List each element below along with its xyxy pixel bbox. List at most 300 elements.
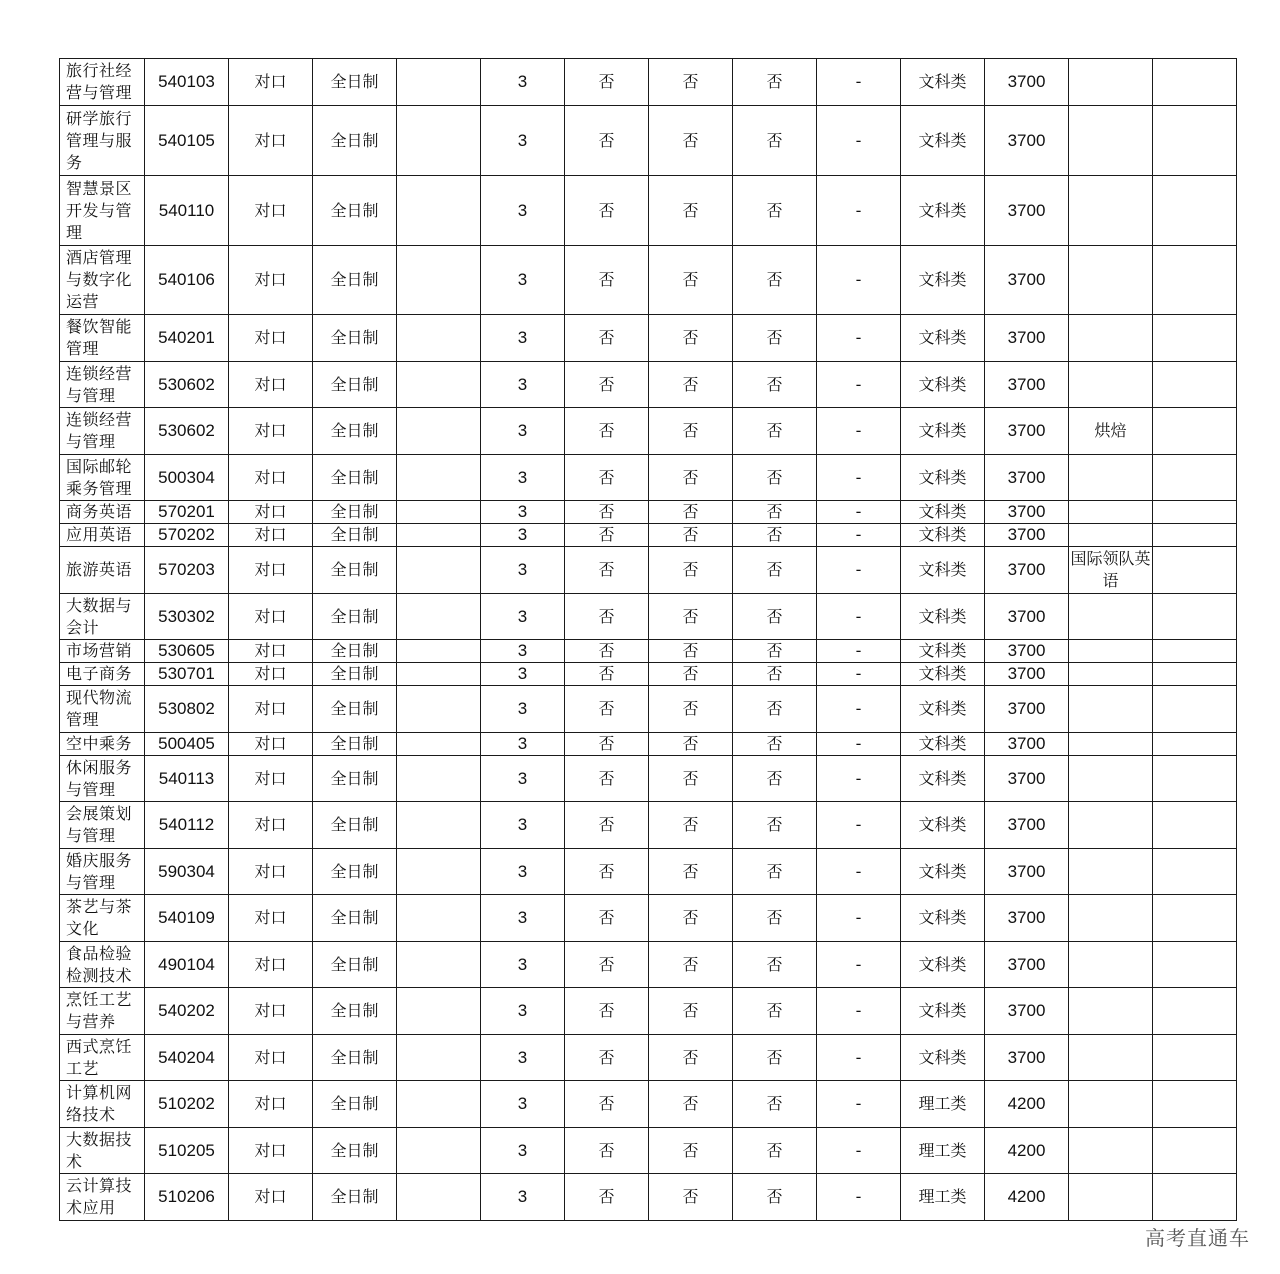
study-form-cell: 全日制	[313, 547, 397, 594]
blank-cell	[1153, 176, 1237, 246]
category-cell: 文科类	[901, 733, 985, 756]
note-cell	[1069, 176, 1153, 246]
years-cell: 3	[481, 408, 565, 455]
fee-cell: 3700	[985, 524, 1069, 547]
blank-cell	[397, 988, 481, 1035]
years-cell: 3	[481, 246, 565, 315]
enroll-type-cell: 对口	[229, 756, 313, 802]
fee-cell: 3700	[985, 640, 1069, 663]
note-cell	[1069, 756, 1153, 802]
flag-cell: 否	[565, 59, 649, 106]
flag-cell: 否	[649, 640, 733, 663]
category-cell: 文科类	[901, 942, 985, 988]
fee-cell: 3700	[985, 895, 1069, 942]
blank-cell	[397, 455, 481, 501]
table-row	[60, 594, 1237, 640]
major-code-cell: 530701	[145, 663, 229, 686]
table-row	[60, 59, 1237, 106]
major-name-cell: 研学旅行管理与服务	[60, 106, 145, 176]
note-cell	[1069, 686, 1153, 733]
flag-cell: 否	[649, 501, 733, 524]
blank-cell	[397, 1174, 481, 1221]
flag-cell: 否	[733, 315, 817, 362]
study-form-cell: 全日制	[313, 524, 397, 547]
major-name-cell: 连锁经营与管理	[60, 362, 145, 408]
blank-cell	[397, 756, 481, 802]
table-row	[60, 733, 1237, 756]
blank-cell	[397, 362, 481, 408]
study-form-cell: 全日制	[313, 895, 397, 942]
table-row	[60, 895, 1237, 942]
dash-cell: -	[817, 1174, 901, 1221]
blank-cell	[1153, 802, 1237, 849]
dash-cell: -	[817, 106, 901, 176]
blank-cell	[1153, 455, 1237, 501]
category-cell: 文科类	[901, 547, 985, 594]
blank-cell	[1153, 1174, 1237, 1221]
flag-cell: 否	[733, 849, 817, 895]
years-cell: 3	[481, 315, 565, 362]
study-form-cell: 全日制	[313, 59, 397, 106]
years-cell: 3	[481, 1081, 565, 1128]
fee-cell: 3700	[985, 501, 1069, 524]
major-name-cell: 大数据与会计	[60, 594, 145, 640]
blank-cell	[1153, 524, 1237, 547]
major-name-cell: 食品检验检测技术	[60, 942, 145, 988]
blank-cell	[1153, 756, 1237, 802]
note-cell	[1069, 246, 1153, 315]
table-row	[60, 942, 1237, 988]
flag-cell: 否	[565, 594, 649, 640]
major-code-cell: 530602	[145, 408, 229, 455]
flag-cell: 否	[649, 408, 733, 455]
flag-cell: 否	[733, 663, 817, 686]
enroll-type-cell: 对口	[229, 942, 313, 988]
study-form-cell: 全日制	[313, 849, 397, 895]
flag-cell: 否	[565, 524, 649, 547]
flag-cell: 否	[733, 176, 817, 246]
enroll-type-cell: 对口	[229, 501, 313, 524]
table-row	[60, 1128, 1237, 1174]
category-cell: 文科类	[901, 756, 985, 802]
major-code-cell: 540204	[145, 1035, 229, 1081]
flag-cell: 否	[565, 1035, 649, 1081]
years-cell: 3	[481, 547, 565, 594]
blank-cell	[1153, 1081, 1237, 1128]
category-cell: 文科类	[901, 849, 985, 895]
note-cell	[1069, 640, 1153, 663]
table-row	[60, 246, 1237, 315]
fee-cell: 3700	[985, 686, 1069, 733]
flag-cell: 否	[565, 106, 649, 176]
flag-cell: 否	[565, 733, 649, 756]
category-cell: 文科类	[901, 686, 985, 733]
blank-cell	[1153, 59, 1237, 106]
fee-cell: 3700	[985, 733, 1069, 756]
table-row	[60, 640, 1237, 663]
blank-cell	[397, 176, 481, 246]
dash-cell: -	[817, 315, 901, 362]
blank-cell	[1153, 1035, 1237, 1081]
major-table	[59, 58, 1237, 1221]
major-code-cell: 530302	[145, 594, 229, 640]
dash-cell: -	[817, 895, 901, 942]
study-form-cell: 全日制	[313, 501, 397, 524]
flag-cell: 否	[565, 1128, 649, 1174]
fee-cell: 3700	[985, 1035, 1069, 1081]
blank-cell	[1153, 246, 1237, 315]
note-cell	[1069, 1081, 1153, 1128]
enroll-type-cell: 对口	[229, 524, 313, 547]
table-row	[60, 988, 1237, 1035]
enroll-type-cell: 对口	[229, 1174, 313, 1221]
major-name-cell: 婚庆服务与管理	[60, 849, 145, 895]
blank-cell	[397, 1081, 481, 1128]
years-cell: 3	[481, 895, 565, 942]
study-form-cell: 全日制	[313, 315, 397, 362]
flag-cell: 否	[565, 942, 649, 988]
fee-cell: 3700	[985, 59, 1069, 106]
study-form-cell: 全日制	[313, 802, 397, 849]
major-name-cell: 酒店管理与数字化运营	[60, 246, 145, 315]
major-name-cell: 应用英语	[60, 524, 145, 547]
blank-cell	[1153, 1128, 1237, 1174]
study-form-cell: 全日制	[313, 246, 397, 315]
years-cell: 3	[481, 362, 565, 408]
years-cell: 3	[481, 849, 565, 895]
table-row	[60, 1081, 1237, 1128]
category-cell: 文科类	[901, 524, 985, 547]
flag-cell: 否	[733, 756, 817, 802]
fee-cell: 3700	[985, 106, 1069, 176]
category-cell: 文科类	[901, 663, 985, 686]
table-row	[60, 106, 1237, 176]
category-cell: 文科类	[901, 895, 985, 942]
enroll-type-cell: 对口	[229, 547, 313, 594]
flag-cell: 否	[649, 849, 733, 895]
table-row	[60, 756, 1237, 802]
major-name-cell: 云计算技术应用	[60, 1174, 145, 1221]
flag-cell: 否	[649, 594, 733, 640]
enroll-type-cell: 对口	[229, 59, 313, 106]
major-name-cell: 市场营销	[60, 640, 145, 663]
table-row	[60, 849, 1237, 895]
category-cell: 文科类	[901, 501, 985, 524]
major-code-cell: 510202	[145, 1081, 229, 1128]
enroll-type-cell: 对口	[229, 176, 313, 246]
blank-cell	[397, 895, 481, 942]
blank-cell	[397, 106, 481, 176]
flag-cell: 否	[565, 315, 649, 362]
flag-cell: 否	[565, 547, 649, 594]
dash-cell: -	[817, 1128, 901, 1174]
enroll-type-cell: 对口	[229, 802, 313, 849]
flag-cell: 否	[565, 408, 649, 455]
study-form-cell: 全日制	[313, 640, 397, 663]
category-cell: 文科类	[901, 106, 985, 176]
table-row	[60, 455, 1237, 501]
major-code-cell: 540110	[145, 176, 229, 246]
dash-cell: -	[817, 594, 901, 640]
dash-cell: -	[817, 246, 901, 315]
major-name-cell: 国际邮轮乘务管理	[60, 455, 145, 501]
major-code-cell: 540202	[145, 988, 229, 1035]
years-cell: 3	[481, 1174, 565, 1221]
note-cell	[1069, 1174, 1153, 1221]
note-cell	[1069, 594, 1153, 640]
fee-cell: 3700	[985, 663, 1069, 686]
flag-cell: 否	[649, 686, 733, 733]
blank-cell	[397, 733, 481, 756]
major-name-cell: 餐饮智能管理	[60, 315, 145, 362]
blank-cell	[1153, 942, 1237, 988]
flag-cell: 否	[649, 1035, 733, 1081]
category-cell: 文科类	[901, 1035, 985, 1081]
major-code-cell: 540201	[145, 315, 229, 362]
note-cell: 国际领队英语	[1069, 547, 1153, 594]
flag-cell: 否	[649, 988, 733, 1035]
enroll-type-cell: 对口	[229, 988, 313, 1035]
major-code-cell: 570203	[145, 547, 229, 594]
note-cell	[1069, 802, 1153, 849]
flag-cell: 否	[733, 1035, 817, 1081]
major-name-cell: 空中乘务	[60, 733, 145, 756]
category-cell: 理工类	[901, 1174, 985, 1221]
fee-cell: 3700	[985, 408, 1069, 455]
flag-cell: 否	[649, 59, 733, 106]
flag-cell: 否	[565, 501, 649, 524]
fee-cell: 3700	[985, 362, 1069, 408]
fee-cell: 4200	[985, 1081, 1069, 1128]
note-cell	[1069, 1035, 1153, 1081]
major-code-cell: 530605	[145, 640, 229, 663]
enroll-type-cell: 对口	[229, 1081, 313, 1128]
table-row	[60, 524, 1237, 547]
blank-cell	[1153, 895, 1237, 942]
flag-cell: 否	[733, 106, 817, 176]
blank-cell	[1153, 988, 1237, 1035]
blank-cell	[397, 849, 481, 895]
years-cell: 3	[481, 686, 565, 733]
flag-cell: 否	[565, 988, 649, 1035]
major-name-cell: 休闲服务与管理	[60, 756, 145, 802]
table-row	[60, 315, 1237, 362]
enroll-type-cell: 对口	[229, 895, 313, 942]
years-cell: 3	[481, 988, 565, 1035]
flag-cell: 否	[733, 524, 817, 547]
dash-cell: -	[817, 455, 901, 501]
flag-cell: 否	[649, 315, 733, 362]
fee-cell: 3700	[985, 802, 1069, 849]
blank-cell	[1153, 408, 1237, 455]
enroll-type-cell: 对口	[229, 106, 313, 176]
years-cell: 3	[481, 1035, 565, 1081]
category-cell: 文科类	[901, 246, 985, 315]
blank-cell	[1153, 686, 1237, 733]
table-row	[60, 802, 1237, 849]
note-cell	[1069, 59, 1153, 106]
study-form-cell: 全日制	[313, 686, 397, 733]
flag-cell: 否	[649, 802, 733, 849]
blank-cell	[397, 1035, 481, 1081]
flag-cell: 否	[733, 547, 817, 594]
major-code-cell: 540112	[145, 802, 229, 849]
flag-cell: 否	[565, 802, 649, 849]
fee-cell: 3700	[985, 315, 1069, 362]
major-name-cell: 会展策划与管理	[60, 802, 145, 849]
category-cell: 文科类	[901, 362, 985, 408]
flag-cell: 否	[733, 408, 817, 455]
major-code-cell: 570201	[145, 501, 229, 524]
flag-cell: 否	[649, 455, 733, 501]
years-cell: 3	[481, 756, 565, 802]
blank-cell	[1153, 547, 1237, 594]
blank-cell	[1153, 663, 1237, 686]
flag-cell: 否	[733, 1174, 817, 1221]
flag-cell: 否	[649, 524, 733, 547]
category-cell: 文科类	[901, 640, 985, 663]
study-form-cell: 全日制	[313, 733, 397, 756]
dash-cell: -	[817, 1035, 901, 1081]
blank-cell	[397, 942, 481, 988]
table-row	[60, 663, 1237, 686]
enroll-type-cell: 对口	[229, 362, 313, 408]
note-cell	[1069, 455, 1153, 501]
blank-cell	[397, 501, 481, 524]
table-row	[60, 1174, 1237, 1221]
flag-cell: 否	[649, 176, 733, 246]
category-cell: 文科类	[901, 802, 985, 849]
major-code-cell: 540103	[145, 59, 229, 106]
table-row	[60, 686, 1237, 733]
major-code-cell: 590304	[145, 849, 229, 895]
flag-cell: 否	[733, 362, 817, 408]
category-cell: 理工类	[901, 1081, 985, 1128]
blank-cell	[1153, 501, 1237, 524]
category-cell: 文科类	[901, 315, 985, 362]
major-code-cell: 540106	[145, 246, 229, 315]
major-name-cell: 智慧景区开发与管理	[60, 176, 145, 246]
category-cell: 文科类	[901, 176, 985, 246]
dash-cell: -	[817, 524, 901, 547]
fee-cell: 4200	[985, 1174, 1069, 1221]
blank-cell	[397, 547, 481, 594]
category-cell: 文科类	[901, 988, 985, 1035]
blank-cell	[397, 246, 481, 315]
category-cell: 文科类	[901, 408, 985, 455]
flag-cell: 否	[733, 640, 817, 663]
note-cell: 烘焙	[1069, 408, 1153, 455]
years-cell: 3	[481, 1128, 565, 1174]
major-code-cell: 530802	[145, 686, 229, 733]
fee-cell: 3700	[985, 988, 1069, 1035]
major-name-cell: 旅游英语	[60, 547, 145, 594]
note-cell	[1069, 663, 1153, 686]
enroll-type-cell: 对口	[229, 640, 313, 663]
years-cell: 3	[481, 663, 565, 686]
study-form-cell: 全日制	[313, 408, 397, 455]
flag-cell: 否	[649, 1081, 733, 1128]
note-cell	[1069, 501, 1153, 524]
dash-cell: -	[817, 547, 901, 594]
enroll-type-cell: 对口	[229, 686, 313, 733]
study-form-cell: 全日制	[313, 1035, 397, 1081]
years-cell: 3	[481, 802, 565, 849]
dash-cell: -	[817, 640, 901, 663]
years-cell: 3	[481, 455, 565, 501]
major-code-cell: 540105	[145, 106, 229, 176]
enroll-type-cell: 对口	[229, 408, 313, 455]
category-cell: 文科类	[901, 455, 985, 501]
flag-cell: 否	[649, 756, 733, 802]
flag-cell: 否	[565, 849, 649, 895]
major-code-cell: 510206	[145, 1174, 229, 1221]
fee-cell: 3700	[985, 594, 1069, 640]
flag-cell: 否	[649, 1174, 733, 1221]
table-row	[60, 1035, 1237, 1081]
note-cell	[1069, 895, 1153, 942]
years-cell: 3	[481, 501, 565, 524]
enroll-type-cell: 对口	[229, 315, 313, 362]
enroll-type-cell: 对口	[229, 849, 313, 895]
blank-cell	[397, 59, 481, 106]
flag-cell: 否	[733, 1081, 817, 1128]
flag-cell: 否	[565, 176, 649, 246]
blank-cell	[397, 802, 481, 849]
dash-cell: -	[817, 501, 901, 524]
dash-cell: -	[817, 942, 901, 988]
flag-cell: 否	[733, 733, 817, 756]
study-form-cell: 全日制	[313, 756, 397, 802]
enroll-type-cell: 对口	[229, 1128, 313, 1174]
flag-cell: 否	[649, 246, 733, 315]
note-cell	[1069, 733, 1153, 756]
study-form-cell: 全日制	[313, 1128, 397, 1174]
flag-cell: 否	[649, 733, 733, 756]
flag-cell: 否	[649, 942, 733, 988]
blank-cell	[1153, 362, 1237, 408]
fee-cell: 3700	[985, 547, 1069, 594]
flag-cell: 否	[733, 988, 817, 1035]
dash-cell: -	[817, 849, 901, 895]
years-cell: 3	[481, 524, 565, 547]
study-form-cell: 全日制	[313, 362, 397, 408]
note-cell	[1069, 106, 1153, 176]
blank-cell	[1153, 733, 1237, 756]
table-row	[60, 176, 1237, 246]
years-cell: 3	[481, 733, 565, 756]
flag-cell: 否	[565, 1174, 649, 1221]
major-code-cell: 500304	[145, 455, 229, 501]
flag-cell: 否	[733, 59, 817, 106]
fee-cell: 4200	[985, 1128, 1069, 1174]
flag-cell: 否	[565, 246, 649, 315]
flag-cell: 否	[649, 362, 733, 408]
flag-cell: 否	[649, 106, 733, 176]
blank-cell	[397, 315, 481, 362]
note-cell	[1069, 988, 1153, 1035]
flag-cell: 否	[733, 942, 817, 988]
table-row	[60, 362, 1237, 408]
category-cell: 理工类	[901, 1128, 985, 1174]
study-form-cell: 全日制	[313, 942, 397, 988]
flag-cell: 否	[733, 1128, 817, 1174]
dash-cell: -	[817, 176, 901, 246]
major-code-cell: 530602	[145, 362, 229, 408]
years-cell: 3	[481, 106, 565, 176]
study-form-cell: 全日制	[313, 1174, 397, 1221]
fee-cell: 3700	[985, 756, 1069, 802]
